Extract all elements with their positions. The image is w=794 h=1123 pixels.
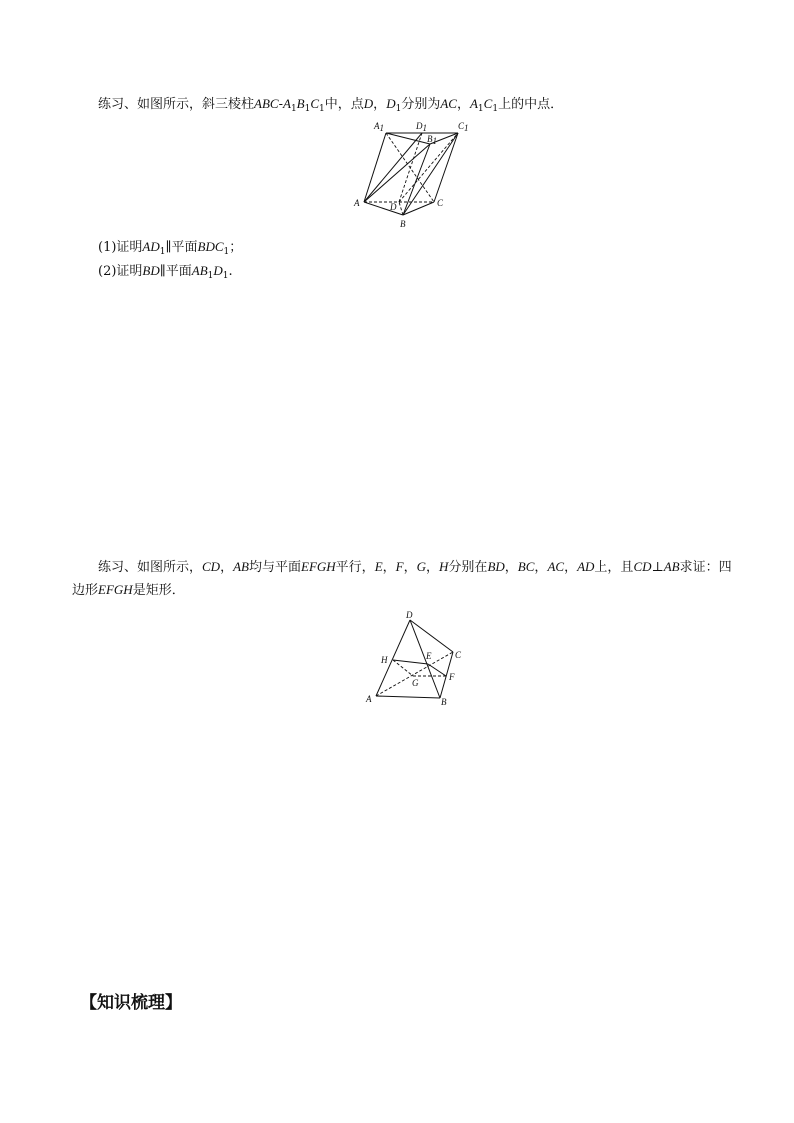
- hidden-segment-B-D: [399, 202, 403, 215]
- label-D1: D1: [416, 121, 427, 133]
- prism-figure: [348, 118, 478, 232]
- hidden-edge-A-C: [376, 652, 453, 696]
- label-F: F: [449, 672, 455, 682]
- label-A: A: [354, 198, 360, 208]
- label-C: C: [455, 650, 462, 660]
- label-A1: A1: [374, 121, 384, 133]
- label-B: B: [441, 697, 447, 707]
- label-D: D: [390, 202, 397, 212]
- label-H: H: [381, 655, 388, 665]
- edge-B-B1: [403, 144, 430, 215]
- exercise-1-statement: 练习、如图所示，斜三棱柱ABC-$A_1B_1C_1$中，点D，$D_1$分别为AC，$A_1C_1$上的中点．: [98, 96, 564, 114]
- edge-A-A1: [364, 133, 386, 202]
- segment-A-B1: [364, 144, 430, 202]
- edge-A-B: [364, 202, 403, 215]
- exercise-2-statement: 练习、如图所示，CD，AB均与平面EFGH平行，E，F，G，H分别在BD，BC，AC，AD上，且CD⊥AB求证：四边形EFGH是矩形．: [72, 559, 732, 598]
- section-heading: 【知识梳理】: [80, 993, 182, 1013]
- question-2: (2)证明BD∥平面$AB_1D_1$.: [98, 263, 233, 281]
- section-H-E: [393, 660, 428, 664]
- label-D: D: [406, 610, 413, 620]
- question-1: (1)证明$AD_1\parallel$平面$BDC_1$；: [98, 239, 243, 257]
- label-E: E: [426, 651, 432, 661]
- label-A: A: [366, 694, 372, 704]
- label-G: G: [412, 678, 419, 688]
- tetrahedron-figure: [360, 610, 470, 708]
- edge-A-B: [376, 696, 440, 698]
- label-B1: B1: [427, 134, 437, 146]
- edge-C-C1: [434, 133, 458, 202]
- label-B: B: [400, 219, 406, 229]
- label-C1: C1: [458, 121, 469, 133]
- label-C: C: [437, 198, 444, 208]
